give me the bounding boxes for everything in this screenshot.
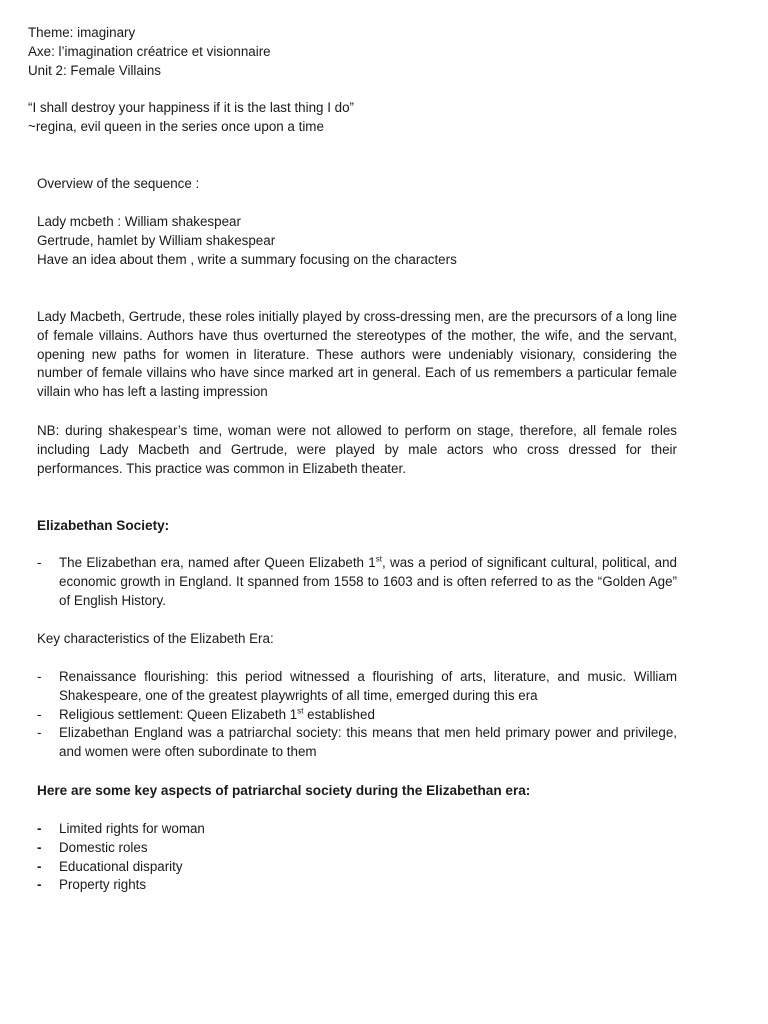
dash-bullet: - bbox=[37, 839, 42, 855]
nb-note-paragraph: NB: during shakespear’s time, woman were not allowed to perform on stage, therefore, all female roles including Lady Macbeth and Gertrude, were played by male actors who cross dressed for their performances. This practice was common in Elizabeth theater. bbox=[37, 423, 677, 476]
dash-bullet: - bbox=[37, 725, 42, 741]
elizabethan-era-text bbox=[59, 554, 677, 610]
document-header bbox=[28, 24, 271, 80]
key-characteristics-title: Key characteristics of the Elizabeth Era: bbox=[37, 631, 274, 646]
elizabethan-era-list bbox=[37, 554, 677, 610]
religious-text-part1: Religious settlement: Queen Elizabeth 1 bbox=[59, 706, 298, 722]
overview-line-instruction: Have an idea about them , write a summary focusing on the characters bbox=[37, 251, 457, 267]
era-ordinal-superscript: st bbox=[375, 554, 382, 564]
dash-bullet: - bbox=[37, 877, 42, 893]
list-item bbox=[37, 706, 677, 725]
list-item bbox=[37, 839, 677, 858]
list-item bbox=[37, 668, 677, 706]
religious-settlement-text bbox=[59, 706, 677, 725]
aspect-educational-disparity: Educational disparity bbox=[59, 858, 183, 874]
era-text-part2: , was a period of significant cultural, political, and economic growth in England. It spanned from 1558 to 1603 and is often referred to as the “Golden Age” of English History. bbox=[59, 555, 677, 608]
era-text-part1: The Elizabethan era, named after Queen Elizabeth 1 bbox=[59, 555, 376, 570]
list-item bbox=[37, 858, 677, 877]
quote-attribution: ~regina, evil queen in the series once upon a time bbox=[28, 118, 324, 134]
quote-block bbox=[28, 99, 354, 137]
aspect-limited-rights: Limited rights for woman bbox=[59, 821, 205, 836]
dash-bullet: - bbox=[37, 555, 42, 570]
dash-bullet: - bbox=[37, 858, 42, 874]
overview-line-lady-macbeth: Lady mcbeth : William shakespear bbox=[37, 214, 241, 229]
key-characteristics-list bbox=[37, 668, 677, 762]
patriarchal-aspects-heading: Here are some key aspects of patriarchal society during the Elizabethan era: bbox=[37, 783, 531, 798]
aspect-property-rights: Property rights bbox=[59, 877, 147, 893]
list-item bbox=[37, 554, 677, 610]
theme-line: Theme: imaginary bbox=[28, 25, 136, 40]
overview-section bbox=[37, 175, 199, 194]
list-item bbox=[37, 876, 677, 895]
overview-line-gertrude: Gertrude, hamlet by William shakespear bbox=[37, 232, 276, 248]
overview-list bbox=[37, 213, 457, 269]
elizabethan-society-heading: Elizabethan Society: bbox=[37, 518, 170, 533]
renaissance-text: Renaissance flourishing: this period witnessed a flourishing of arts, literature, and music. William Shakespeare, one of the greatest playwrights of all time, emerged during this era bbox=[59, 669, 677, 703]
list-item bbox=[37, 724, 677, 762]
unit-line: Unit 2: Female Villains bbox=[28, 62, 161, 78]
list-item bbox=[37, 820, 677, 839]
patriarchal-society-text: Elizabethan England was a patriarchal society: this means that men held primary power and privilege, and women were often subordinate to them bbox=[59, 725, 677, 760]
patriarchal-aspects-list bbox=[37, 820, 677, 895]
axe-line: Axe: l’imagination créatrice et visionnaire bbox=[28, 43, 271, 59]
religious-ordinal-superscript: st bbox=[297, 706, 304, 716]
intro-paragraph: Lady Macbeth, Gertrude, these roles initially played by cross-dressing men, are the precursors of a long line of female villains. Authors have thus overturned the stereotypes of the mother, the wife, and the servant, opening new paths for women in literature. These authors were undeniably visionary, considering the number of female villains who have since marked art in general. Each of us remembers a particular female villain who has left a lasting impression bbox=[37, 309, 677, 400]
dash-bullet: - bbox=[37, 669, 42, 684]
quote-text: “I shall destroy your happiness if it is the last thing I do” bbox=[28, 100, 354, 115]
dash-bullet: - bbox=[37, 821, 42, 836]
dash-bullet: - bbox=[37, 706, 42, 722]
aspect-domestic-roles: Domestic roles bbox=[59, 839, 148, 855]
religious-text-part2: established bbox=[303, 706, 375, 722]
overview-title: Overview of the sequence : bbox=[37, 176, 200, 191]
